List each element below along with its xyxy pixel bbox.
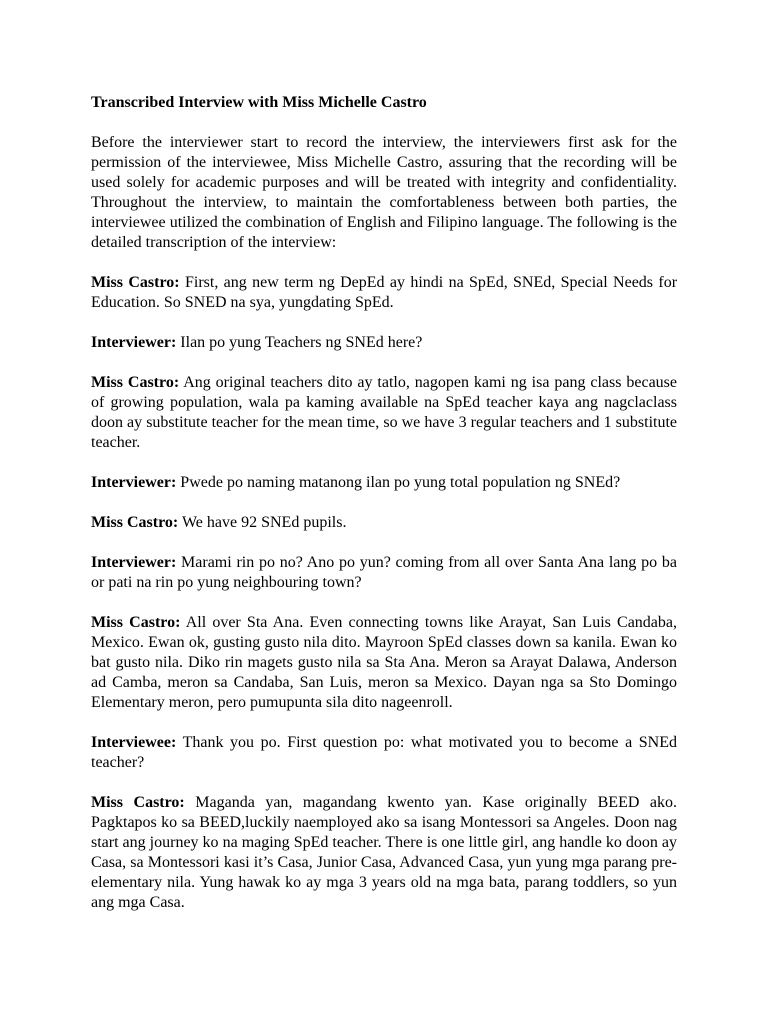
speaker-label: Miss Castro:: [91, 794, 185, 811]
turn-text: We have 92 SNEd pupils.: [181, 514, 347, 531]
turn-text: Ilan po yung Teachers ng SNEd here?: [180, 334, 423, 351]
transcript-turn: [91, 793, 677, 913]
document-body: [91, 93, 677, 913]
transcript-turn: [91, 553, 677, 593]
speaker-label: Miss Castro:: [91, 274, 180, 291]
intro-paragraph: Before the interviewer start to record the interview, the interviewers first ask for the permission of the interviewee, Miss Michelle Castro, assuring that the recording will be used solely for academic purposes and will be treated with integrity and confidentiality. Throughout the interview, to maintain the comfortableness between both parties, the interviewee utilized the combination of English and Filipino language. The following is the detailed transcription of the interview:: [91, 134, 677, 251]
transcript-turn: [91, 373, 677, 453]
transcript-turn: [91, 613, 677, 713]
speaker-label: Interviewer:: [91, 334, 177, 351]
speaker-label: Interviewer:: [91, 554, 177, 571]
transcript-turn: [91, 733, 677, 773]
speaker-label: Miss Castro:: [91, 374, 180, 391]
turn-text: Thank you po. First question po: what motivated you to become a SNEd teacher?: [91, 734, 677, 771]
speaker-label: Miss Castro:: [91, 514, 179, 531]
turn-text: First, ang new term ng DepEd ay hindi na SpEd, SNEd, Special Needs for Education. So SNED na sya, yungdating SpEd.: [91, 274, 678, 311]
transcript-turn: [91, 513, 677, 533]
transcript-turn: [91, 273, 677, 313]
turn-text: Maganda yan, magandang kwento yan. Kase originally BEED ako. Pagktapos ko sa BEED,luckily naemployed ako sa isang Montessori sa Angeles. Doon nag start ang journey ko na maging SpEd teacher. There is one little girl, ang handle ko doon ay Casa, sa Montessori kasi it’s Casa, Junior Casa, Advanced Casa, yun yung mga parang pre-elementary nila. Yung hawak ko ay mga 3 years old na mga bata, parang toddlers, so yun ang mga Casa.: [91, 794, 678, 911]
turn-text: All over Sta Ana. Even connecting towns like Arayat, San Luis Candaba, Mexico. Ewan ok, gusting gusto nila dito. Mayroon SpEd classes down sa kanila. Ewan ko bat gusto nila. Diko rin magets gusto nila sa Sta Ana. Meron sa Arayat Dalawa, Anderson ad Camba, meron sa Candaba, San Luis, meron sa Mexico. Dayan nga sa Sto Domingo Elementary meron, pero pumupunta sila dito nageenroll.: [91, 614, 678, 711]
transcript-turn: [91, 473, 677, 493]
transcript-turn: [91, 333, 677, 353]
turn-text: Pwede po naming matanong ilan po yung total population ng SNEd?: [180, 474, 621, 491]
speaker-label: Interviewee:: [91, 734, 177, 751]
turn-text: Ang original teachers dito ay tatlo, nagopen kami ng isa pang class because of growing population, wala pa kaming available na SpEd teacher kaya ang nagclaclass doon ay substitute teacher for the mean time, so we have 3 regular teachers and 1 substitute teacher.: [91, 374, 677, 451]
speaker-label: Miss Castro:: [91, 614, 181, 631]
speaker-label: Interviewer:: [91, 474, 177, 491]
turn-text: Marami rin po no? Ano po yun? coming from all over Santa Ana lang po ba or pati na rin po yung neighbouring town?: [91, 554, 678, 591]
document-title: Transcribed Interview with Miss Michelle Castro: [91, 94, 427, 111]
